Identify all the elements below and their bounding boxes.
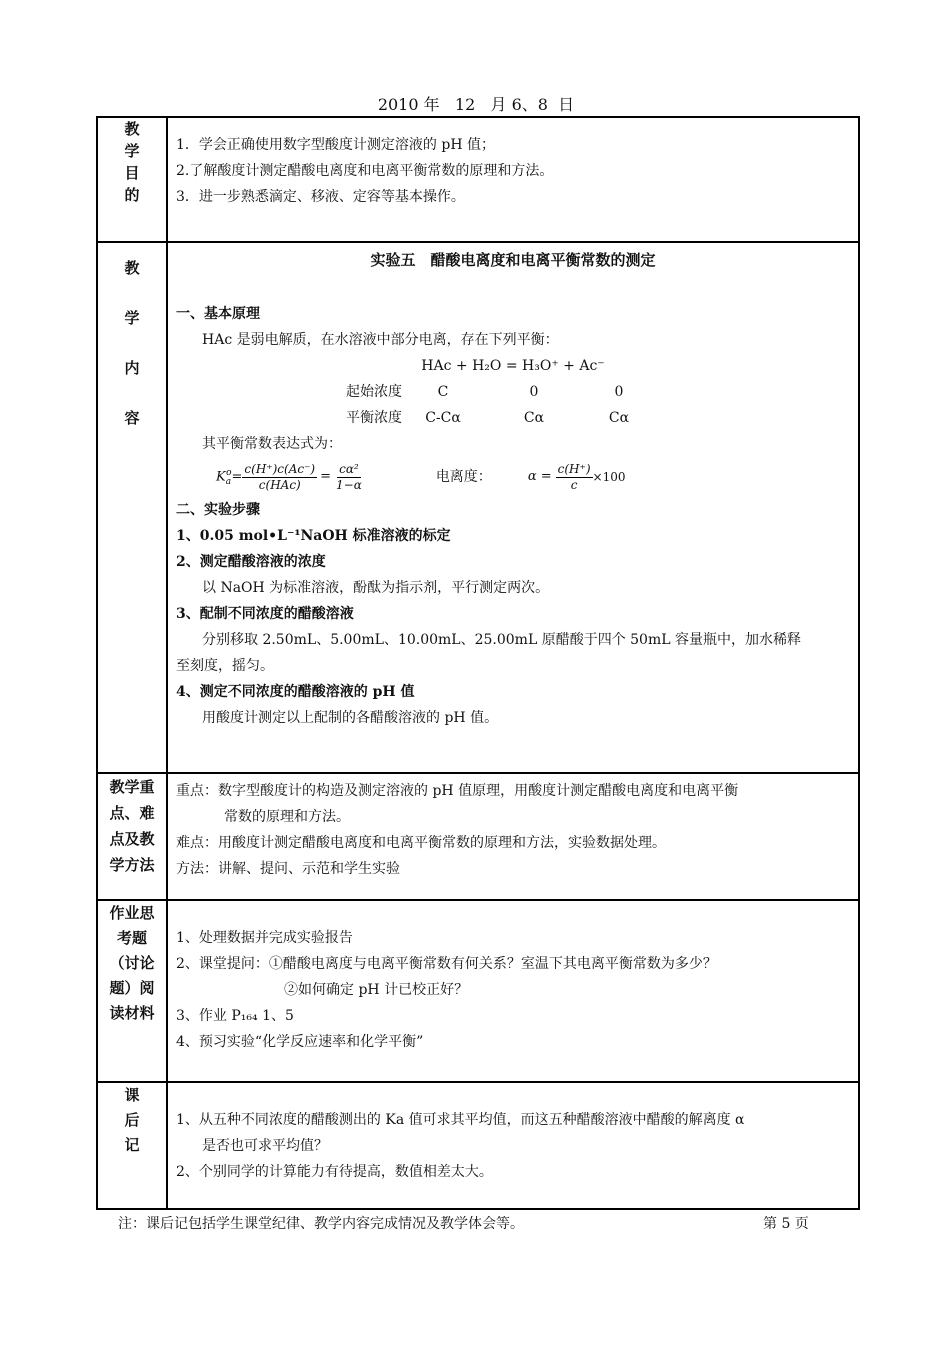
objective-item: 2.了解酸度计测定醋酸电离度和电离平衡常数的原理和方法。 [176, 163, 554, 179]
ionization-label: 电离度： [435, 469, 492, 485]
principle-text: HAc 是弱电解质，在水溶液中部分电离，存在下列平衡： [202, 332, 559, 348]
label-content [97, 242, 167, 773]
key-points-content [167, 773, 859, 900]
homework-content [167, 900, 859, 1082]
homework-item-2: 2、课堂提问：①醋酸电离度与电离平衡常数有何关系？室温下其电离平衡常数为多少？ [176, 956, 717, 972]
alpha-left: α = [527, 469, 552, 484]
ka-numerator-2: cα² [339, 461, 359, 476]
label-line: 作业思 [109, 904, 155, 922]
method-text: 方法：讲解、提问、示范和学生实验 [176, 861, 400, 877]
difficulty-text: 难点：用酸度计测定醋酸电离度和电离平衡常数的原理和方法，实验数据处理。 [176, 835, 666, 851]
initial-value: C [437, 384, 449, 400]
label-homework [97, 900, 167, 1082]
formula-row: $K_a^o=$ $\frac{c(H^+)c(Ac^-)}{\text{c(HAc)}}$ = $\frac{\text{cα²}}{1-\alpha}$ 电离度： α = $\frac{c(H^+)}{c}$ ×100 [176, 457, 850, 497]
label-char: 目 [124, 164, 140, 182]
steps-heading: 二、实验步骤 [176, 502, 260, 518]
focus-text: 重点：数字型酸度计的构造及测定溶液的 pH 值原理，用酸度计测定醋酸电离度和电离平衡 [176, 783, 739, 799]
date-day-unit: 日 [558, 95, 575, 114]
postscript-content [167, 1082, 859, 1209]
initial-row [176, 379, 850, 405]
content-body [167, 242, 859, 773]
row-objectives [97, 117, 859, 242]
equilibrium-value: Cα [608, 410, 630, 426]
label-line: （讨论 [109, 954, 155, 972]
label-line: 读材料 [109, 1004, 155, 1022]
principle-heading: 一、基本原理 [176, 306, 260, 322]
homework-item-4: 4、预习实验“化学反应速率和化学平衡” [176, 1034, 424, 1050]
row-postscript [97, 1082, 859, 1209]
date-month-unit: 月 [490, 95, 507, 114]
equilibrium-label: 平衡浓度 [346, 410, 402, 426]
ka-fraction-2 [334, 462, 364, 493]
equilibrium-equation: HAc + H₂O = H₃O⁺ + Ac⁻ [421, 358, 605, 374]
label-char: 教 [124, 259, 140, 277]
label-char: 记 [124, 1136, 140, 1154]
date-month: 12 [454, 95, 476, 114]
step-3-text-cont: 至刻度，摇匀。 [176, 658, 274, 674]
step-1: 1、0.05 mol•L⁻¹NaOH 标准溶液的标定 [176, 528, 451, 544]
step-4-text: 用酸度计测定以上配制的各醋酸溶液的 pH 值。 [202, 710, 499, 726]
ka-denominator: c(HAc) [258, 477, 301, 492]
alpha-denominator: c [570, 477, 578, 492]
ka-symbol: $K_a^o=$ [216, 467, 243, 487]
label-char: 后 [124, 1111, 140, 1129]
equilibrium-value: C-Cα [425, 410, 461, 426]
ka-numerator: c(H⁺)c(Ac⁻) [244, 461, 316, 476]
label-line: 教学重 [109, 778, 155, 796]
focus-text-cont: 常数的原理和方法。 [224, 809, 350, 825]
postscript-item-2: 2、个别同学的计算能力有待提高，数值相差太大。 [176, 1164, 493, 1180]
page-number: 第 5 页 [763, 1216, 809, 1232]
step-2-text: 以 NaOH 为标准溶液，酚酞为指示剂，平行测定两次。 [202, 580, 550, 596]
date-line [0, 92, 952, 115]
equilibrium-row [176, 405, 850, 431]
alpha-right: ×100 [592, 470, 626, 484]
label-line: 学方法 [109, 856, 155, 874]
label-char: 课 [124, 1086, 140, 1104]
ka-denominator-2: 1−α [336, 477, 362, 492]
experiment-title: 实验五 醋酸电离度和电离平衡常数的测定 [370, 251, 656, 269]
footer-note: 注：课后记包括学生课堂纪律、教学内容完成情况及教学体会等。 [118, 1216, 524, 1232]
step-3: 3、配制不同浓度的醋酸溶液 [176, 606, 354, 622]
label-line: 题）阅 [109, 979, 155, 997]
row-homework [97, 900, 859, 1082]
initial-value: 0 [529, 384, 539, 400]
homework-item-1: 1、处理数据并完成实验报告 [176, 930, 353, 946]
label-char: 学 [124, 142, 140, 160]
row-content [97, 242, 859, 773]
date-year: 2010 年 [377, 95, 440, 114]
initial-label: 起始浓度 [346, 384, 402, 400]
label-line: 点及教 [109, 830, 155, 848]
lesson-plan-table [96, 116, 860, 1210]
homework-item-3: 3、作业 P₁₆₄ 1、5 [176, 1008, 294, 1024]
label-key-points [97, 773, 167, 900]
label-line: 考题 [116, 929, 147, 947]
equilibrium-value: Cα [523, 410, 545, 426]
row-key-points [97, 773, 859, 900]
label-line: 点、难 [109, 804, 155, 822]
label-postscript [97, 1082, 167, 1209]
date-days: 6、8 [511, 95, 548, 114]
label-char: 教 [124, 120, 140, 138]
postscript-item-1-cont: 是否也可求平均值？ [202, 1138, 328, 1154]
label-char: 学 [124, 309, 140, 327]
step-4: 4、测定不同浓度的醋酸溶液的 pH 值 [176, 684, 415, 700]
initial-value: 0 [614, 384, 624, 400]
label-char: 内 [124, 359, 140, 377]
constant-intro: 其平衡常数表达式为： [202, 436, 342, 452]
label-objectives [97, 117, 167, 242]
step-2: 2、测定醋酸溶液的浓度 [176, 554, 326, 570]
label-char: 容 [124, 409, 140, 427]
objectives-content [167, 117, 859, 242]
postscript-item-1: 1、从五种不同浓度的醋酸测出的 Ka 值可求其平均值，而这五种醋酸溶液中醋酸的解离度 α [176, 1112, 745, 1128]
ka-fraction [242, 462, 317, 493]
homework-item-2-cont: ②如何确定 pH 计已校正好？ [284, 982, 469, 998]
step-3-text: 分别移取 2.50mL、5.00mL、10.00mL、25.00mL 原醋酸于四个 50mL 容量瓶中，加水稀释 [202, 632, 801, 648]
label-char: 的 [124, 186, 140, 204]
objective-item: 3．进一步熟悉滴定、移液、定容等基本操作。 [176, 189, 465, 205]
alpha-fraction [556, 462, 593, 493]
alpha-numerator: c(H⁺) [557, 461, 591, 476]
objective-item: 1．学会正确使用数字型酸度计测定溶液的 pH 值； [176, 137, 495, 153]
